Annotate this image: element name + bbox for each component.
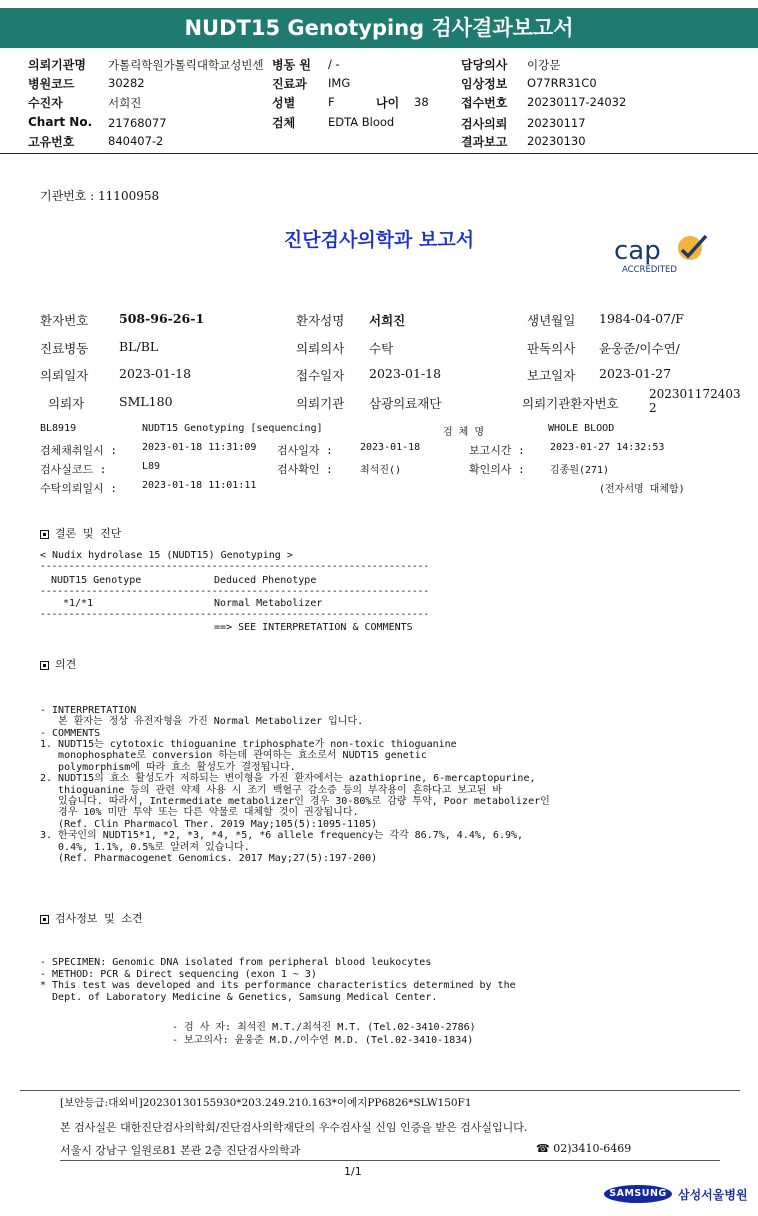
header-value: 20230117-24032 (527, 95, 627, 109)
patient-value: 삼광의료재단 (369, 396, 442, 411)
opinion-line: 있습니다. 따라서, Intermediate metabolizer인 경우 30-80%로 감량 투약, Poor metabolizer인 (40, 796, 550, 808)
info-line: * This test was developed and its performance characteristics determined by the (40, 980, 516, 992)
opinion-line: (Ref. Clin Pharmacol Ther. 2019 May;105(5):1095-1105) (40, 818, 378, 830)
opinion-line: 2. NUDT15의 효소 활성도가 저하되는 변이형을 가진 환자에서는 azathioprine, 6-mercaptopurine, (40, 773, 536, 785)
header-key: 검체 (272, 116, 296, 130)
patient-name: 서희진 (369, 313, 406, 328)
test-value: L89 (142, 461, 161, 472)
opinion-text (40, 682, 550, 876)
patient-value: 2023-01-27 (599, 366, 672, 381)
footer-divider (20, 1090, 740, 1091)
patient-value: BL/BL (119, 339, 159, 354)
birth-date: 1984-04-07/F (599, 311, 684, 326)
patient-key: 의뢰자 (48, 396, 85, 411)
header-divider (0, 153, 758, 154)
header-key: 검사의뢰 (461, 117, 508, 131)
patient-key: 환자번호 (40, 313, 89, 328)
patient-key: 판독의사 (527, 341, 576, 356)
header-value: 서희진 (108, 96, 142, 110)
info-line: - SPECIMEN: Genomic DNA isolated from peripheral blood leukocytes (40, 957, 432, 969)
opinion-line: 경우 10% 미만 투약 또는 다른 약물로 대체할 것이 권장됩니다. (40, 807, 359, 819)
patient-value: 윤웅준/이수연/ (599, 341, 680, 356)
opinion-line: - COMMENTS (40, 727, 101, 739)
cert-line: 본 검사실은 대한진단검사의학회/진단검사의학재단의 우수검사실 신임 인증을 받은 검사실입니다. (60, 1121, 528, 1134)
header-value: F (328, 95, 335, 109)
security-line: [보안등급:대외비]20230130155930*203.249.210.163*이예지PP6826*SLW150F1 (60, 1097, 472, 1109)
header-value: IMG (328, 76, 351, 90)
opinion-line: monophosphate로 conversion 하는데 관여하는 효소로서 NUDT15 genetic (40, 750, 427, 762)
header-value: 840407-2 (108, 134, 164, 148)
report-title: 진단검사의학과 보고서 (283, 229, 475, 251)
test-key: 확인의사 : (469, 463, 525, 476)
patient-value: 2023-01-18 (369, 366, 442, 381)
age-label: 나이 (376, 96, 400, 110)
test-value: 2023-01-18 (360, 442, 421, 453)
patient-key: 접수일자 (296, 368, 345, 383)
patient-key: 생년월일 (527, 313, 576, 328)
patient-value: 2023-01-18 (119, 366, 192, 381)
col-header-genotype: NUDT15 Genotype (51, 575, 142, 586)
e-signature-note: (전자서명 대체함) (599, 484, 685, 495)
opinion-line: 본 환자는 정상 유전자형을 가진 Normal Metabolizer 입니다. (40, 716, 364, 728)
info-line: Dept. of Laboratory Medicine & Genetics, Samsung Medical Center. (40, 991, 438, 1003)
table-rule: -------------------------------------------------------------------- (40, 561, 429, 572)
patient-key: 의뢰기관 (296, 396, 345, 411)
header-key: 임상정보 (461, 77, 508, 91)
header-value: O77RR31C0 (527, 76, 597, 90)
see-interpretation: ==> SEE INTERPRETATION & COMMENTS (214, 622, 413, 633)
test-key: 검사일자 : (277, 444, 333, 457)
test-value: 최석진() (360, 465, 402, 476)
header-value: 가톨릭학원가톨릭대학교성빈센 (108, 58, 264, 72)
cap-accredited-text: ACCREDITED (622, 265, 677, 275)
patient-value: 2 (649, 401, 657, 415)
test-key: 검사확인 : (277, 463, 333, 476)
test-key: 검 체 명 (443, 427, 485, 438)
opinion-line: - INTERPRETATION (40, 704, 137, 716)
patient-key: 의뢰기관환자번호 (522, 396, 619, 411)
test-value: 2023-01-18 11:31:09 (142, 442, 257, 453)
col-header-phenotype: Deduced Phenotype (214, 575, 317, 586)
samsung-logo (604, 1185, 672, 1203)
patient-value: SML180 (119, 394, 173, 409)
header-value: 20230117 (527, 116, 586, 130)
patient-key: 의뢰일자 (40, 368, 89, 383)
page-number: 1/1 (344, 1165, 362, 1178)
test-value: 2023-01-27 14:32:53 (550, 442, 665, 453)
test-code: BL8919 (40, 423, 77, 434)
test-value: WHOLE BLOOD (548, 423, 615, 434)
patient-value: 202301172403 (649, 387, 741, 401)
opinion-line: polymorphism에 따라 효소 활성도가 결정됩니다. (40, 761, 296, 773)
header-value: 30282 (108, 76, 145, 90)
test-key: 보고시간 : (469, 444, 525, 457)
patient-key: 진료병동 (40, 341, 89, 356)
results-subtitle: < Nudix hydrolase 15 (NUDT15) Genotyping > (40, 550, 293, 561)
phone-number: ☎ 02)3410-6469 (536, 1142, 632, 1155)
patient-key: 보고일자 (527, 368, 576, 383)
test-key: 검사실코드 : (40, 463, 107, 476)
header-key: 담당의사 (461, 58, 508, 72)
samsung-logo-text: SAMSUNG (609, 1188, 667, 1199)
results-heading: 결론 및 진단 (40, 525, 121, 541)
opinion-heading: 의견 (40, 656, 76, 672)
opinion-line: 3. 한국인의 NUDT15*1, *2, *3, *4, *5, *6 allele frequency는 각각 86.7%, 4.4%, 6.9%, (40, 830, 524, 842)
header-key: 병원코드 (28, 77, 75, 91)
info-heading: 검사정보 및 소견 (40, 910, 143, 926)
test-name: NUDT15 Genotyping [sequencing] (142, 423, 323, 434)
hospital-name: 삼성서울병원 (678, 1188, 748, 1202)
patient-key: 환자성명 (296, 313, 345, 328)
patient-id: 508-96-26-1 (119, 311, 205, 326)
header-key: 접수번호 (461, 96, 508, 110)
footer-divider (60, 1160, 720, 1161)
header-value: EDTA Blood (328, 115, 395, 129)
opinion-line: 0.4%, 1.1%, 0.5%로 알려져 있습니다. (40, 841, 250, 853)
phenotype-value: Normal Metabolizer (214, 598, 323, 609)
header-key: 성별 (272, 96, 296, 110)
header-key: 진료과 (272, 77, 307, 91)
opinion-line: (Ref. Pharmacogenet Genomics. 2017 May;27(5):197-200) (40, 853, 378, 865)
opinion-line: 1. NUDT15는 cytotoxic thioguanine triphosphate가 non-toxic thioguanine (40, 739, 457, 751)
header-key: 고유번호 (28, 135, 75, 149)
header-value: 20230130 (527, 134, 586, 148)
info-line: - METHOD: PCR & Direct sequencing (exon 1 ~ 3) (40, 968, 317, 980)
header-value: 21768077 (108, 116, 167, 130)
cap-word: cap (614, 236, 661, 266)
opinion-line: thioguanine 등의 관련 약제 사용 시 조기 백혈구 감소증 등의 부작용이 흔하다고 보고된 바 (40, 784, 503, 796)
reporter-signature: - 보고의사: 윤웅준 M.D./이수연 M.D. (Tel.02-3410-1834) (172, 1035, 474, 1046)
test-key: 검체채취일시 : (40, 444, 118, 457)
header-key: Chart No. (28, 115, 93, 129)
genotype-value: *1/*1 (63, 598, 94, 609)
header-key: 병동 원 (272, 58, 311, 72)
header-value: 이강문 (527, 58, 561, 72)
institution-number: 기관번호 : 11100958 (40, 189, 160, 203)
test-value: 2023-01-18 11:01:11 (142, 480, 257, 491)
table-rule: -------------------------------------------------------------------- (40, 609, 429, 620)
header-key: 의뢰기관명 (28, 58, 86, 72)
header-value: / - (328, 57, 340, 71)
tester-signature: - 검 사 자: 최석진 M.T./최석진 M.T. (Tel.02-3410-2786) (172, 1022, 476, 1033)
address-line: 서울시 강남구 일원로81 본관 2층 진단검사의학과 (60, 1144, 301, 1157)
header-key: 결과보고 (461, 135, 508, 149)
report-banner-title: NUDT15 Genotyping 검사결과보고서 (0, 8, 758, 48)
cap-accredited-logo (612, 232, 712, 278)
test-value: 김종원(271) (550, 465, 610, 476)
patient-key: 의뢰의사 (296, 341, 345, 356)
test-key: 수탁의뢰일시 : (40, 482, 118, 495)
patient-value: 수탁 (369, 341, 394, 356)
header-key: 수진자 (28, 96, 63, 110)
age-value: 38 (414, 95, 429, 109)
table-rule: -------------------------------------------------------------------- (40, 586, 429, 597)
info-text (40, 934, 516, 1015)
